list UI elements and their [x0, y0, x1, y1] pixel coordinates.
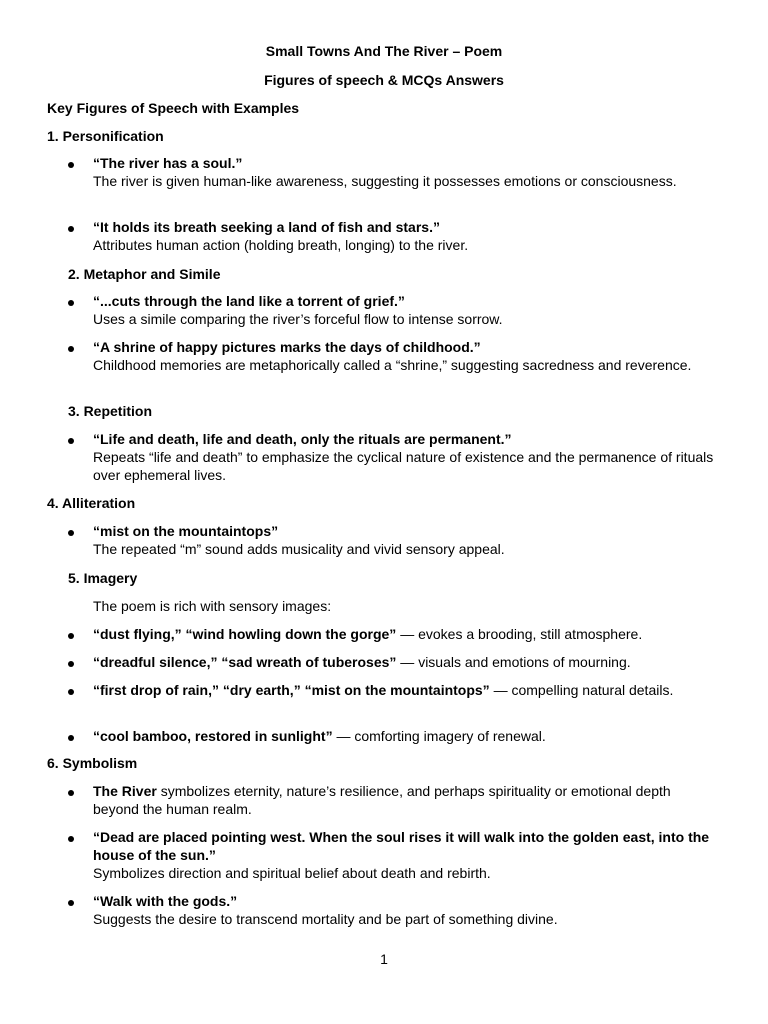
item-explanation: Suggests the desire to transcend mortality and be part of something divine. — [93, 911, 558, 927]
item-quote: “A shrine of happy pictures marks the days of childhood.” — [93, 339, 481, 355]
list-item — [93, 154, 733, 190]
imagery-intro: The poem is rich with sensory images: — [93, 598, 332, 614]
item-explanation: Childhood memories are metaphorically called a “shrine,” suggesting sacredness and reverence. — [93, 357, 692, 373]
item-explanation: — evokes a brooding, still atmosphere. — [396, 626, 643, 642]
section-heading-metaphor: 2. Metaphor and Simile — [68, 266, 221, 282]
item-quote: “The river has a soul.” — [93, 155, 243, 171]
item-quote: “cool bamboo, restored in sunlight” — [93, 728, 333, 744]
bullet-icon — [68, 300, 74, 306]
item-quote: “Dead are placed pointing west. When the soul rises it will walk into the golden east, into the house of the sun.” — [93, 829, 710, 863]
bullet-icon — [68, 836, 74, 842]
item-quote: The River — [93, 783, 157, 799]
section-heading-symbolism: 6. Symbolism — [47, 755, 138, 771]
section-heading-repetition: 3. Repetition — [68, 403, 153, 419]
list-item — [93, 782, 693, 818]
item-quote: “dreadful silence,” “sad wreath of tuberoses” — [93, 654, 397, 670]
list-item — [93, 892, 733, 928]
list-item — [93, 727, 733, 745]
list-item — [93, 292, 733, 328]
item-quote: “...cuts through the land like a torrent of grief.” — [93, 293, 405, 309]
bullet-icon — [68, 633, 74, 639]
item-explanation: Uses a simile comparing the river’s forceful flow to intense sorrow. — [93, 311, 503, 327]
item-explanation: — comforting imagery of renewal. — [332, 728, 546, 744]
item-explanation: — visuals and emotions of mourning. — [396, 654, 631, 670]
item-quote: “dust flying,” “wind howling down the gorge” — [93, 626, 397, 642]
item-explanation: Repeats “life and death” to emphasize the cyclical nature of existence and the permanence of rituals over ephemeral lives. — [93, 449, 714, 483]
bullet-icon — [68, 530, 74, 536]
list-item — [93, 625, 733, 643]
list-item — [93, 653, 733, 671]
list-item — [93, 828, 733, 882]
item-quote: “It holds its breath seeking a land of fish and stars.” — [93, 219, 440, 235]
document-subtitle: Figures of speech & MCQs Answers — [264, 72, 504, 88]
section-heading-imagery: 5. Imagery — [68, 570, 138, 586]
main-heading: Key Figures of Speech with Examples — [47, 100, 300, 116]
item-explanation: symbolizes eternity, nature’s resilience, and perhaps spirituality or emotional depth beyond the human realm. — [93, 783, 671, 817]
item-explanation: Symbolizes direction and spiritual belief about death and rebirth. — [93, 865, 491, 881]
list-item — [93, 218, 733, 254]
list-item — [93, 522, 733, 558]
item-explanation: — compelling natural details. — [489, 682, 674, 698]
bullet-icon — [68, 438, 74, 444]
section-heading-alliteration: 4. Alliteration — [47, 495, 136, 511]
list-item — [93, 430, 733, 484]
bullet-icon — [68, 346, 74, 352]
page-number: 1 — [380, 951, 388, 967]
section-heading-personification: 1. Personification — [47, 128, 164, 144]
document-title: Small Towns And The River – Poem — [265, 43, 503, 59]
item-quote: “first drop of rain,” “dry earth,” “mist on the mountaintops” — [93, 682, 490, 698]
bullet-icon — [68, 226, 74, 232]
item-quote: “Walk with the gods.” — [93, 893, 238, 909]
item-explanation: The river is given human-like awareness, suggesting it possesses emotions or consciousness. — [93, 173, 677, 189]
bullet-icon — [68, 735, 74, 741]
item-explanation: The repeated “m” sound adds musicality and vivid sensory appeal. — [93, 541, 505, 557]
bullet-icon — [68, 790, 74, 796]
bullet-icon — [68, 661, 74, 667]
item-quote: “mist on the mountaintops” — [93, 523, 279, 539]
list-item — [93, 681, 703, 699]
bullet-icon — [68, 162, 74, 168]
item-explanation: Attributes human action (holding breath, longing) to the river. — [93, 237, 469, 253]
bullet-icon — [68, 689, 74, 695]
list-item — [93, 338, 733, 374]
bullet-icon — [68, 900, 74, 906]
item-quote: “Life and death, life and death, only the rituals are permanent.” — [93, 431, 512, 447]
